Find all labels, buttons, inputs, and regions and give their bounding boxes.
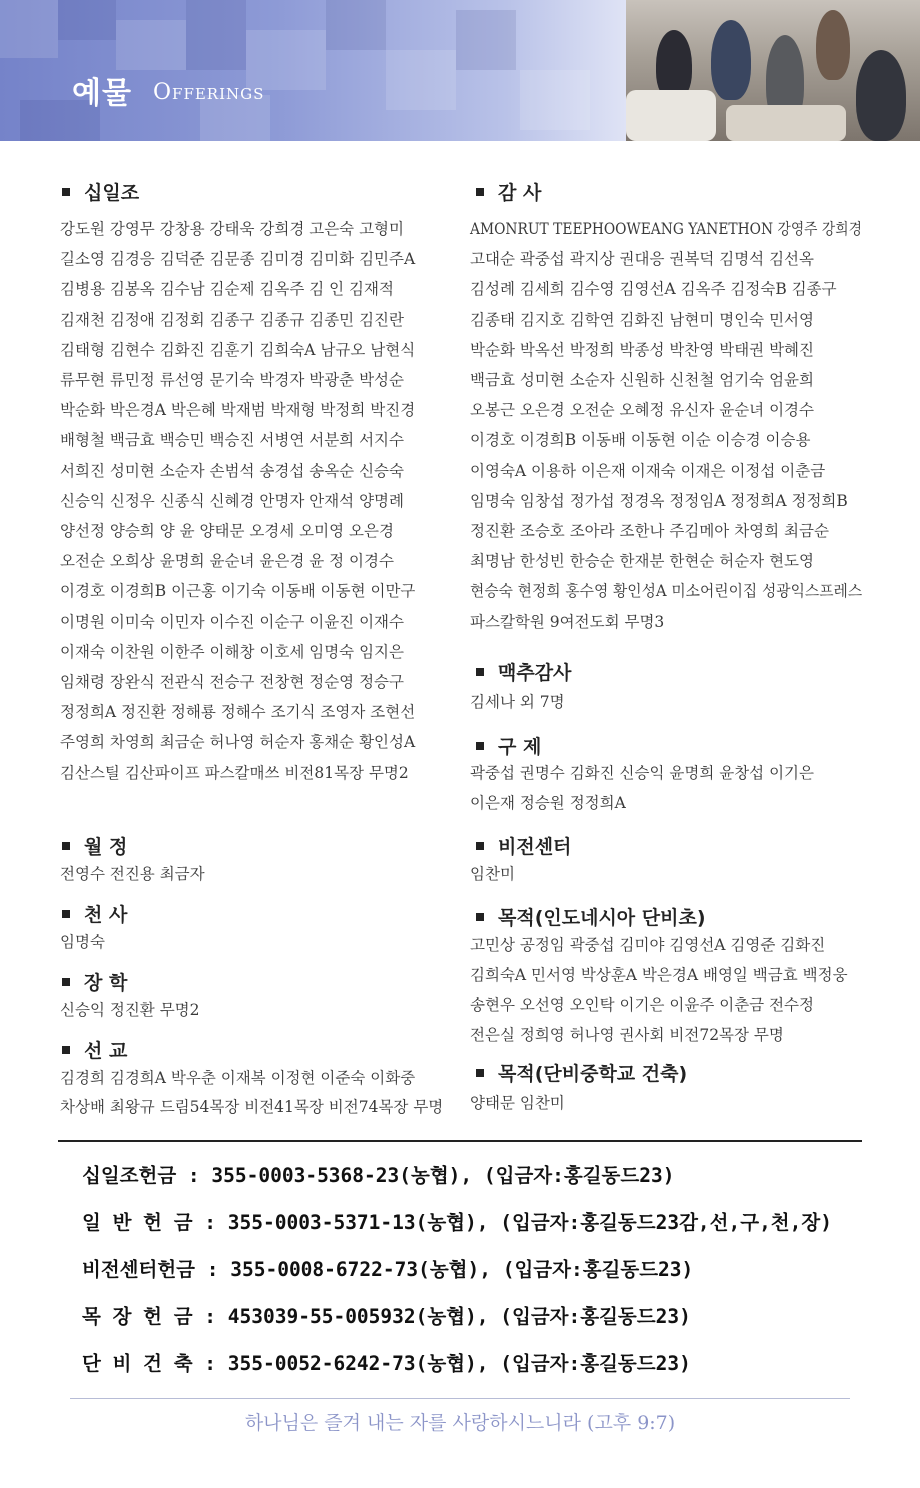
- name-line: 양선정 양승희 양 윤 양태문 오경세 오미영 오은경: [60, 522, 394, 541]
- name-line: 고대순 곽중섭 곽지상 권대응 권복덕 김명석 김선옥: [470, 250, 814, 269]
- section-heading-relief: 구 제: [476, 732, 541, 759]
- name-line: 최명남 한성빈 한승순 한재분 한현순 허순자 현도영: [470, 552, 814, 571]
- name-line: 김병용 김봉옥 김수남 김순제 김옥주 김 인 김재적: [60, 280, 394, 299]
- name-line: 고민상 공정임 곽중섭 김미야 김영선A 김영준 김화진: [470, 936, 826, 954]
- name-line: 정정희A 정진환 정해룡 정해수 조기식 조영자 조현선: [60, 703, 416, 722]
- name-line: 전은실 정희영 허나영 권사회 비전72목장 무명: [470, 1026, 784, 1044]
- account-general: 일 반 헌 금 : 355-0003-5371-13(농협), (입금자:홍길동드23감,선,구,천,장): [82, 1211, 832, 1234]
- name-line: 정진환 조승호 조아라 조한나 주김메아 차영희 최금순: [470, 522, 829, 541]
- name-line: 백금효 성미현 소순자 신원하 신천철 엄기숙 엄윤희: [470, 371, 814, 390]
- page-header: [0, 0, 920, 141]
- section-heading-scholarship: 장 학: [62, 968, 127, 995]
- name-line: 임명숙: [60, 933, 105, 951]
- name-line: 이은재 정승원 정정희A: [470, 794, 626, 812]
- name-line: 김종태 김지호 김학연 김화진 남현미 명인숙 민서영: [470, 310, 814, 329]
- name-line: 김태형 김현수 김화진 김훈기 김희숙A 남규오 남현식: [60, 340, 416, 359]
- name-line: 김재천 김정애 김정회 김종구 김종규 김종민 김진란: [60, 310, 404, 329]
- page-title: 예물: [72, 76, 132, 111]
- section-heading-missions: 선 교: [62, 1036, 127, 1063]
- section-body-missions: [60, 1064, 443, 1122]
- name-line: 배형철 백금효 백승민 백승진 서병연 서분희 서지수: [60, 431, 404, 450]
- section-heading-tithe: 십일조: [62, 178, 139, 205]
- name-line: 파스칼학원 9여전도회 무명3: [470, 612, 665, 631]
- section-heading-vision: 비전센터: [476, 832, 571, 859]
- name-line: 양태문 임찬미: [470, 1094, 565, 1112]
- section-heading-firstfruits: 맥추감사: [476, 658, 571, 685]
- name-line: 이경호 이경희B 이근홍 이기숙 이동배 이동현 이만구: [60, 582, 416, 601]
- name-line: 임채령 장완식 전관식 전승구 전창현 정순영 정승구: [60, 673, 404, 692]
- section-heading-monthly: 월 정: [62, 832, 127, 859]
- account-vision-center: 비전센터헌금 : 355-0008-6722-73(농협), (입금자:홍길동드23): [82, 1258, 694, 1281]
- account-tithe: 십일조헌금 : 355-0003-5368-23(농협), (입금자:홍길동드23): [82, 1164, 675, 1187]
- name-line: 길소영 김경응 김덕준 김문종 김미경 김미화 김민주A: [60, 250, 416, 269]
- account-cell-group: 목 장 헌 금 : 453039-55-005932(농협), (입금자:홍길동드23): [82, 1305, 691, 1328]
- name-line: 주영희 차영희 최금순 허나영 허순자 홍채순 황인성A: [60, 733, 416, 752]
- name-line: 김산스틸 김산파이프 파스칼매쓰 비전81목장 무명2: [60, 763, 409, 782]
- name-line: 김경희 김경희A 박우춘 이재복 이정현 이준숙 이화중: [60, 1069, 416, 1087]
- name-line: 김성례 김세희 김수영 김영선A 김옥주 김정숙B 김종구: [470, 280, 837, 299]
- name-line: 이재숙 이찬원 이한주 이해창 이호세 임명숙 임지은: [60, 642, 404, 661]
- section-body-vision: [470, 859, 515, 889]
- section-body-firstfruits: [470, 687, 565, 717]
- bible-verse: 하나님은 즐겨 내는 자를 사랑하시느니라 (고후 9:7): [244, 1412, 676, 1434]
- footer-divider: [70, 1398, 850, 1399]
- name-line: 임찬미: [470, 865, 515, 883]
- section-heading-mission-school: 목적(단비중학교 건축): [476, 1059, 687, 1086]
- name-line: 신승익 정진환 무명2: [60, 1001, 200, 1019]
- fellowship-photo: [626, 0, 920, 141]
- page-subtitle: Offerings: [153, 80, 265, 105]
- name-line: 김희숙A 민서영 박상훈A 박은경A 배영일 백금효 백정웅: [470, 966, 848, 984]
- name-line: 류무현 류민정 류선영 문기숙 박경자 박광춘 박성순: [60, 371, 404, 390]
- name-line: 차상배 최왕규 드림54목장 비전41목장 비전74목장 무명: [60, 1098, 444, 1116]
- section-body-monthly: [60, 859, 205, 889]
- name-line: 전영수 전진용 최금자: [60, 865, 205, 883]
- section-body-mission-indonesia: [470, 930, 848, 1050]
- name-line: 이경호 이경희B 이동배 이동현 이순 이승경 이승용: [470, 431, 811, 450]
- section-body-thanks: [470, 214, 910, 637]
- name-line: 이명원 이미숙 이민자 이수진 이순구 이윤진 이재수: [60, 612, 404, 631]
- section-body-scholarship: [60, 995, 200, 1025]
- divider: [58, 1140, 862, 1142]
- name-line: 박순화 박은경A 박은혜 박재범 박재형 박정희 박진경: [60, 401, 416, 420]
- account-danbi-building: 단 비 건 축 : 355-0052-6242-73(농협), (입금자:홍길동드23): [82, 1352, 691, 1375]
- name-line: 김세나 외 7명: [470, 693, 565, 711]
- section-heading-thousand: 천 사: [62, 900, 127, 927]
- name-line: 신승익 신정우 신종식 신혜경 안명자 안재석 양명례: [60, 491, 404, 510]
- name-line: 오봉근 오은경 오전순 오혜정 유신자 윤순녀 이경수: [470, 401, 814, 420]
- section-heading-mission-indonesia: 목적(인도네시아 단비초): [476, 903, 706, 930]
- name-line: 오전순 오희상 윤명희 윤순녀 윤은경 윤 정 이경수: [60, 552, 394, 571]
- name-line: 강도원 강영무 강창용 강태욱 강희경 고은숙 고형미: [60, 220, 404, 238]
- name-line: 곽중섭 권명수 김화진 신승익 윤명희 윤창섭 이기은: [470, 764, 814, 782]
- name-line: 송현우 오선영 오인탁 이기은 이윤주 이춘금 전수정: [470, 996, 814, 1014]
- name-line: 이영숙A 이용하 이은재 이재숙 이재은 이정섭 이춘금: [470, 461, 826, 480]
- name-line: 박순화 박옥선 박정희 박종성 박찬영 박태권 박혜진: [470, 340, 814, 359]
- name-line: 현승숙 현정희 홍수영 황인성A 미소어린이집 성광익스프레스: [470, 582, 863, 601]
- section-body-tithe: [60, 214, 415, 788]
- name-line: 임명숙 임창섭 정가섭 정경옥 정정임A 정정희A 정정희B: [470, 491, 848, 510]
- section-heading-thanks: 감 사: [476, 178, 541, 205]
- section-body-mission-school: [470, 1088, 565, 1118]
- section-body-relief: [470, 758, 814, 818]
- name-line: AMONRUT TEEPHOOWEANG YANETHON 강영주 강희경: [470, 220, 862, 238]
- section-body-thousand: [60, 927, 105, 957]
- name-line: 서희진 성미현 소순자 손범석 송경섭 송옥순 신승숙: [60, 461, 404, 480]
